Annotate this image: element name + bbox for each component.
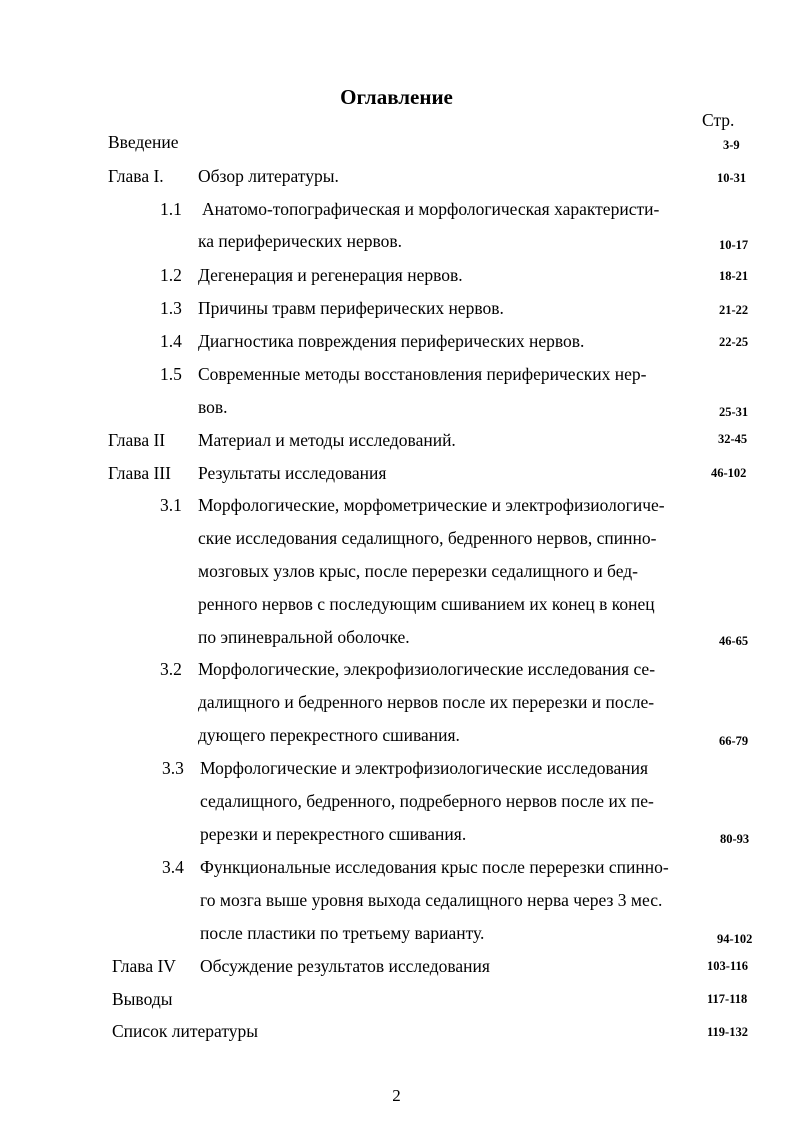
toc-pages-chapter-2: 32-45 [718,432,748,446]
toc-title-3-3-line2: седалищного, бедренного, подреберного нервов после их пе- [200,791,654,811]
toc-title-3-1-line2: ские исследования седалищного, бедренного нервов, спинно- [198,528,657,548]
toc-pages-chapter-1: 10-31 [717,171,747,185]
toc-title-3-1-line3: мозговых узлов крыс, после перерезки седалищного и бед- [198,561,638,581]
toc-title-chapter-3: Результаты исследования [198,463,387,483]
toc-label-1-1: 1.1 [160,199,182,219]
toc-label-3-1: 3.1 [160,495,182,515]
toc-pages-1-4: 22-25 [719,335,749,349]
toc-title-1-5-line1: Современные методы восстановления периферических нер- [198,364,647,384]
toc-pages-3-4: 94-102 [717,932,753,946]
page-column-header: Стр. [702,110,735,130]
toc-title-1-5-line2: вов. [198,397,228,417]
toc-label-chapter-1: Глава I. [108,166,164,186]
toc-title-3-2-line2: далищного и бедренного нервов после их перерезки и после- [198,692,655,712]
toc-title-1-3: Причины травм периферических нервов. [198,298,504,318]
toc-title-3-4-line3: после пластики по третьему варианту. [200,923,485,943]
toc-pages-3-1: 46-65 [719,634,749,648]
toc-title-1-1-line2: ка периферических нервов. [198,231,403,251]
toc-pages-intro: 3-9 [723,138,740,152]
toc-pages-chapter-3: 46-102 [711,466,747,480]
toc-label-1-2: 1.2 [160,265,182,285]
toc-label-1-4: 1.4 [160,331,182,351]
toc-title-chapter-4: Обсуждение результатов исследования [200,956,490,976]
toc-label-3-2: 3.2 [160,659,182,679]
toc-label-references: Список литературы [112,1021,259,1041]
toc-title-3-3-line3: ререзки и перекрестного сшивания. [200,824,467,844]
toc-pages-conclusions: 117-118 [707,992,748,1006]
toc-title-3-3-line1: Морфологические и электрофизиологические исследования [200,758,649,778]
toc-title-3-4-line1: Функциональные исследования крыс после перерезки спинно- [200,857,669,877]
toc-label-3-3: 3.3 [162,758,184,778]
toc-label-3-4: 3.4 [162,857,184,877]
toc-title-1-2: Дегенерация и регенерация нервов. [198,265,463,285]
toc-title-3-2-line1: Морфологические, элекрофизиологические исследования се- [198,659,656,679]
toc-pages-3-2: 66-79 [719,734,749,748]
toc-title-chapter-1: Обзор литературы. [198,166,339,186]
toc-label-1-3: 1.3 [160,298,182,318]
toc-label-conclusions: Выводы [112,989,173,1009]
toc-pages-chapter-4: 103-116 [707,959,748,973]
toc-title-chapter-2: Материал и методы исследований. [198,430,456,450]
toc-label-chapter-2: Глава II [108,430,166,450]
toc-label-chapter-4: Глава IV [112,956,176,976]
toc-pages-1-3: 21-22 [719,303,749,317]
toc-pages-3-3: 80-93 [720,832,750,846]
toc-title-1-1-line1: Анатомо-топографическая и морфологическая характеристи- [202,199,660,219]
toc-label-intro: Введение [108,132,179,152]
toc-title-3-4-line2: го мозга выше уровня выхода седалищного нерва через 3 мес. [200,890,663,910]
toc-pages-1-2: 18-21 [719,269,749,283]
toc-title-3-1-line1: Морфологические, морфометрические и электрофизиологиче- [198,495,665,515]
toc-title-3-2-line3: дующего перекрестного сшивания. [198,725,460,745]
toc-title-3-1-line4: ренного нервов с последующим сшиванием их конец в конец [198,594,655,614]
page-number: 2 [392,1086,401,1105]
toc-title-3-1-line5: по эпиневральной оболочке. [198,627,410,647]
toc-label-1-5: 1.5 [160,364,182,384]
toc-pages-1-1: 10-17 [719,238,749,252]
toc-pages-1-5: 25-31 [719,405,749,419]
page-title: Оглавление [340,85,453,109]
toc-label-chapter-3: Глава III [108,463,171,483]
toc-title-1-4: Диагностика повреждения периферических нервов. [198,331,585,351]
toc-pages-references: 119-132 [707,1025,748,1039]
